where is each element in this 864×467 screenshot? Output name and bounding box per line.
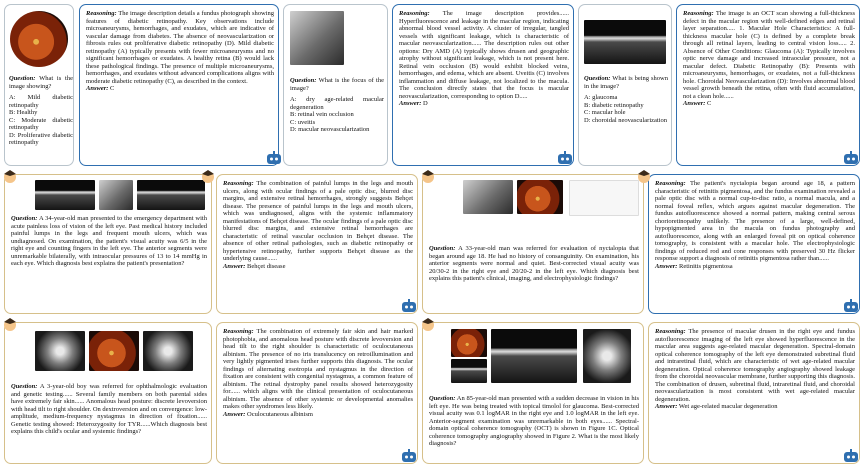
robot-icon <box>842 150 860 166</box>
robot-icon <box>842 298 860 314</box>
student-icon <box>2 316 18 332</box>
reasoning-text: The presence of macular drusen in the right eye and fundus autofluorescence imaging of the left eye showed hyperfluorescence in the macular area suggests age-related macular degeneration. Spectral-domain optical coherence tomography of the left eye demonstrated subretinal fluid and intraretinal fluid, which are characteristic of wet age-related macular degeneration. Optical coherence tomography angiography showed leakage from the choroidal neovascular membrane, further supporting this diagnosis. The combination of drusen, subretinal fluid, intraretinal fluid, and choroidal neovascularization is most consistent with wet age-related macular degeneration. <box>655 328 855 403</box>
answer-text: D <box>423 100 428 108</box>
option-b: B: Healthy <box>9 109 38 117</box>
question-label: Question: <box>9 75 36 82</box>
question-card-1 <box>4 4 74 166</box>
robot-icon <box>842 448 860 464</box>
option-b: B: diabetic retinopathy <box>584 101 644 109</box>
option-d: D: choroidal neovascularization <box>584 116 668 124</box>
option-a: A: glaucoma <box>584 94 618 102</box>
question-text: What is the image showing? <box>9 75 73 90</box>
fundus-image <box>35 331 85 371</box>
robot-icon <box>400 448 418 464</box>
answer-text: Behçet disease <box>247 262 286 270</box>
option-c: C: Moderate diabetic retinopathy <box>9 116 73 132</box>
question-text: A 33-year-old man was referred for evaluation of nyctalopia that began around age 18. He had no history of consanguinity. On examination, his anterior segments were normal and quiet. Best-corrected visual acuity was 20/30-2 in the right eye and 20/20-2 in the left eye. Which diagnosis best explains this patient's clinical, imaging, and electrophysiologic findings? <box>429 245 639 283</box>
answer-label: Answer: <box>86 85 109 93</box>
fundus-image <box>10 11 68 67</box>
reasoning-card-5 <box>648 174 860 314</box>
question-label: Question: <box>584 75 611 82</box>
oct-image <box>451 359 487 383</box>
option-d: D: Proliferative diabetic retinopathy <box>9 131 73 147</box>
fundus-image <box>143 331 193 371</box>
reasoning-card-4 <box>216 174 418 314</box>
fundus-image <box>517 180 563 214</box>
robot-icon <box>556 150 574 166</box>
angiography-image <box>583 329 631 383</box>
question-card-7 <box>422 322 644 464</box>
answer-label: Answer: <box>223 410 246 418</box>
option-d: D: macular neovascularization <box>290 126 370 134</box>
answer-text: C <box>110 85 115 93</box>
question-card-6 <box>4 322 212 464</box>
angiography-image <box>290 11 344 65</box>
option-a: A: Mild diabetic retinopathy <box>9 94 73 109</box>
option-c: C: macular hole <box>584 109 626 117</box>
option-c: C: uveitis <box>290 118 316 126</box>
option-b: B: retinal vein occlusion <box>290 111 354 119</box>
answer-label: Answer: <box>683 100 706 108</box>
reasoning-text: The combination of painful lumps in the legs and mouth ulcers, along with ocular findings of a pale optic disc, blurred disc margins, and extensive retinal hemorrhages, strongly suggests Behçet disease. The presence of painful lumps in the legs and mouth ulcers, which was undiagnosed, aligns with the systemic inflammatory manifestations of Behçet disease. The ocular findings of a pale optic disc blurred disc margins, and extensive retinal hemorrhages are characteristic of retinal vascular occlusion in Behçet disease. The absence of other retinal pathologies, such as diabetic retinopathy or hypertensive retinopathy, further supports Behçet disease as the underlying cause...... <box>223 180 414 263</box>
reasoning-card-7 <box>648 322 860 464</box>
reasoning-label: Reasoning: <box>86 10 117 17</box>
question-label: Question: <box>429 395 456 402</box>
fundus-image <box>99 180 133 210</box>
answer-text: Retinitis pigmentosa <box>679 262 733 270</box>
question-text: What is being shown in the image? <box>584 75 668 90</box>
reasoning-label: Reasoning: <box>399 10 430 17</box>
reasoning-label: Reasoning: <box>683 10 714 17</box>
question-text: What is the focus of the image? <box>290 77 384 92</box>
reasoning-card-6 <box>216 322 418 464</box>
question-card-3 <box>578 4 672 166</box>
reasoning-label: Reasoning: <box>655 180 686 187</box>
question-card-5 <box>422 174 644 314</box>
question-label: Question: <box>11 215 38 222</box>
erg-plot <box>569 180 639 216</box>
reasoning-text: The combination of extremely fair skin and hair marked photophobia, and anomalous head posture with discrete levoversion and head tilt to the right shoulder is characteristic of oculocutaneous albinism. The presence of no iris translucency on retroillumination and very lightly pigmented irises further supports this diagnosis. The ocular findings of alternating esotropia and nystagmus in the direction of fixation are consistent with congenital nystagmus, a common feature of albinism. The retinal dystrophy panel results showed heterozygosity for...... which aligns with the clinical presentation of oculocutaneous albinism. The absence of other systemic or developmental anomalies makes other syndromes less likely. <box>223 328 413 411</box>
reasoning-card-2 <box>392 4 574 166</box>
answer-label: Answer: <box>223 262 246 270</box>
reasoning-text: The patient's nyctalopia began around age 18, a pattern characteristic of retinitis pigmentosa, and the fundus examination revealed a pale optic disc with a normal cup-to-disc ratio, a normal macula, and a normal foveal reflex, which argues against macular degeneration. The fundus autofluorescence showed a normal pattern, making central serous chorioretinopathy unlikely. The presence of a large, well-defined, hypopigmented area in the macula on fundus photography and autofluorescence, along with an enlarged foveal pit on optical coherence tomography, is consistent with a macular hole. The electrophysiologic findings of reduced rod and cone responses with preserved 30 Hz flicker response support a diagnosis of retinitis pigmentosa rather than...... <box>655 180 855 263</box>
student-icon <box>420 168 436 184</box>
question-label: Question: <box>11 383 38 390</box>
student-icon <box>2 168 18 184</box>
fundus-image <box>451 329 487 357</box>
question-card-4 <box>4 174 212 314</box>
oct-image <box>584 20 666 64</box>
reasoning-text: The image is an OCT scan showing a full-thickness defect in the macular region with well-defined edges and retinal layer separation..... 1. Macular Hole Characteristics: A full-thickness macular hole (C) is defined by a complete break through all retinal layers, leading to central vision loss..... 2. Absence of Other Conditions: Glaucoma (A): Typically involves optic nerve damage and increased intraocular pressure, not a macular defect. Diabetic Retinopathy (B): Presents with microaneurysms, hemorrhages, or exudates, not a full-thickness hole. Choroidal Neovascularization (D): Involves abnormal blood vessel growth beneath the retina, often with fluid accumulation, not a clean hole...... <box>683 10 856 100</box>
reasoning-label: Reasoning: <box>223 328 254 335</box>
reasoning-text: The image description details a fundus photograph showing features of diabetic retinopathy. Key observations include microaneurysms, hemorrhages, and exudates, which are indicative of vascular damage from diabetes. The absence of neovascularization or fibrosis rules out proliferative diabetic retinopathy (D). Mild diabetic retinopathy (A) typically presents with fewer microaneurysms and no significant hemorrhages or exudates. A healthy retina (B) would lack these pathological findings. The presence of multiple microaneurysms, hemorrhages, and exudates without advanced complications aligns with moderate diabetic retinopathy (C), as described in the context. <box>86 10 274 85</box>
answer-text: Wet age-related macular degeneration <box>678 403 778 411</box>
answer-label: Answer: <box>399 100 422 108</box>
oct-image <box>137 180 205 210</box>
reasoning-card-1 <box>79 4 279 166</box>
student-icon <box>636 168 652 184</box>
reasoning-text: The image description provides...... Hyperfluorescence and leakage in the macular region, indicating abnormal blood vessel activity. A cluster of irregular, tangled vessels with significant leakage, which is characteristic of macular neovascularization...... The description rules out other options: Dry AMD (A) typically shows drusen and geographic atrophy without significant leakage, which is not present here. Retinal vein occlusion (B) would exhibit blocked veins, hemorrhages, and edema, which are absent. Uveitis (C) involves inflammation and diffuse leakage, not localized to the macula. The conclusion directly states that the focus is macular neovascularization, corresponding to option D..... <box>399 10 569 100</box>
answer-label: Answer: <box>655 403 678 411</box>
reasoning-label: Reasoning: <box>655 328 686 335</box>
oct-image <box>491 329 577 383</box>
question-card-2 <box>283 4 388 166</box>
question-text: A 34-year-old man presented to the emergency department with acute painless loss of vision of the left eye. Past medical history included painful lumps in the legs and frequent mouth ulcers, which was undiagnosed. On examination, the patient's visual acuity was 6/5 in the right eye and counting fingers in the left eye. The anterior segments were unremarkable bilaterally, with intraocular pressures of 13 to 14 mmHg in each eye. Which diagnosis best explains the patient's presentation? <box>11 215 207 268</box>
answer-text: Oculocutaneous albinism <box>247 410 313 418</box>
question-label: Question: <box>290 77 317 84</box>
reasoning-card-3 <box>676 4 860 166</box>
answer-text: C <box>707 100 712 108</box>
student-icon <box>420 316 436 332</box>
question-text: A 3-year-old boy was referred for ophthalmologic evaluation and genetic testing...... Several family members on both parental sides have extremely fair skin...... Anomalous head posture: discrete levoversion with head tilt to right shoulder. On dextroversion and on convergence: low-amplitude, medium-frequency nystagmus in direction of fixation...... Genetic testing showed: Heterozygosity for TYR......Which diagnosis best explains this child's ocular and systemic findings? <box>11 383 207 436</box>
reasoning-label: Reasoning: <box>223 180 254 187</box>
fundus-image <box>89 331 139 371</box>
option-a: A: dry age-related macular degeneration <box>290 96 384 111</box>
student-icon <box>200 168 216 184</box>
oct-image <box>35 180 95 210</box>
question-text: An 85-year-old man presented with a sudden decrease in vision in his left eye. He was being treated with topical timolol for glaucoma. Best-corrected visual acuity was 0.1 logMAR in the right eye and 1.0 logMAR in the left eye. Anterior-segment examination was unremarkable in both eyes...... Spectral-domain optical coherence tomography (OCT) is shown in Figure 1C. Optical coherence tomography angiography showed in Figure 2. What is the most likely diagnosis? <box>429 395 639 448</box>
question-label: Question: <box>429 245 456 252</box>
robot-icon <box>400 298 418 314</box>
robot-icon <box>265 150 283 166</box>
answer-label: Answer: <box>655 262 678 270</box>
fundus-image <box>463 180 513 214</box>
